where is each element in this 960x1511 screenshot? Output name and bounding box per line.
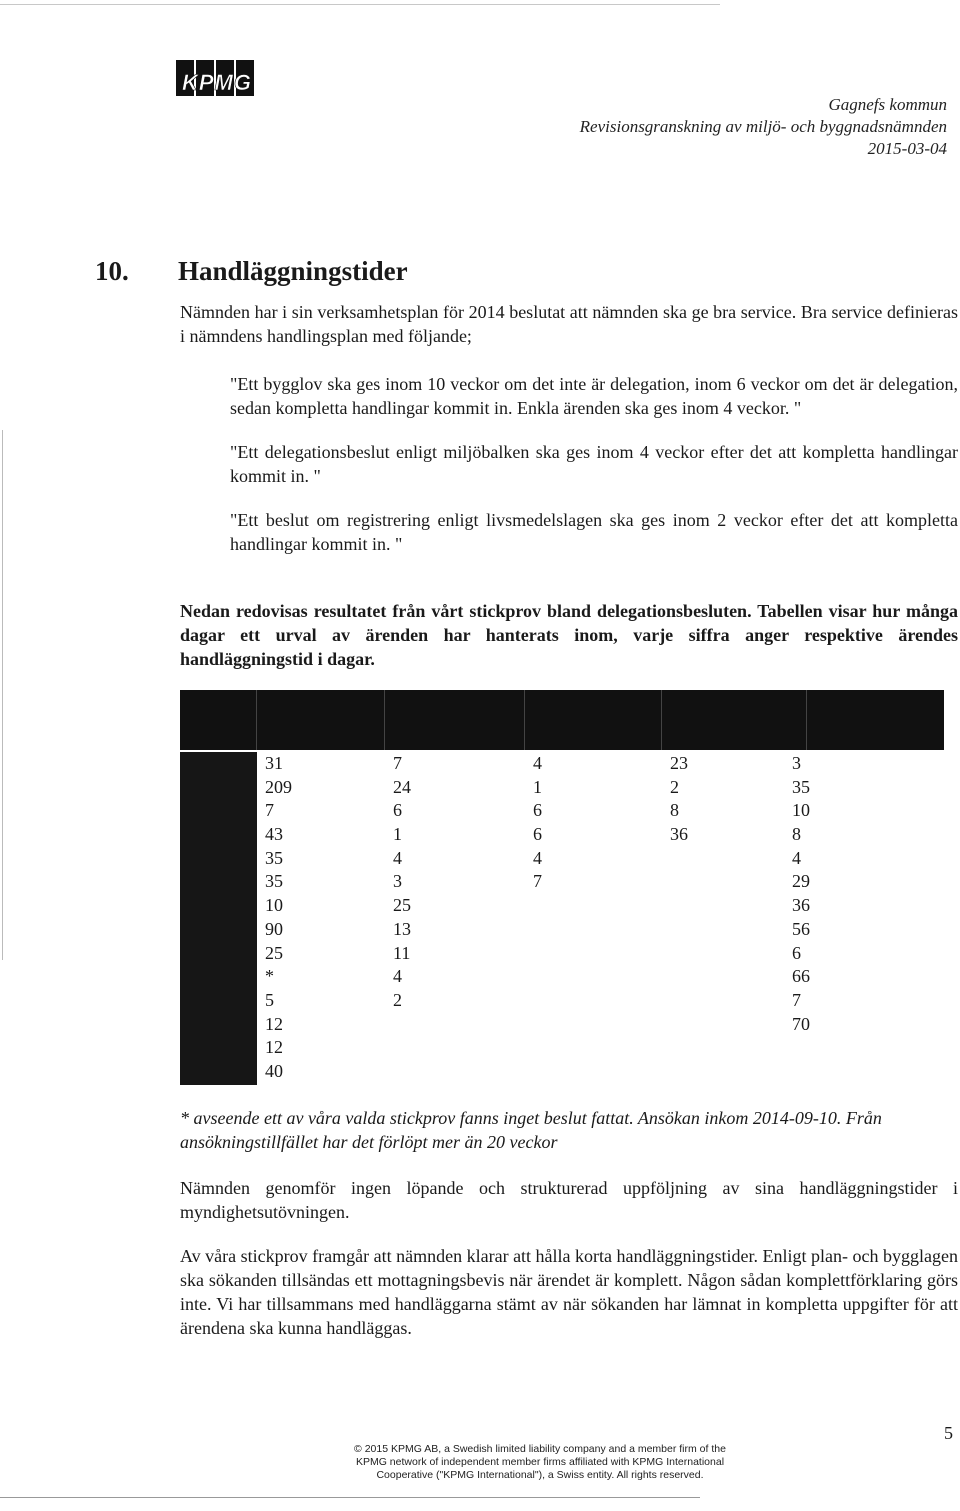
table-cell: 13 — [393, 918, 411, 939]
quote-livsmedel: "Ett beslut om registrering enligt livsmedelslagen ska ges inom 2 veckor efter det att kompletta handlingar kommit in. " — [230, 510, 958, 554]
table-row — [265, 989, 872, 1013]
table-cell: 3 — [792, 753, 801, 773]
table-cell: 12 — [265, 1013, 283, 1034]
scan-margin-line — [2, 430, 3, 960]
table-cell: 31 — [265, 753, 283, 773]
table-cell — [533, 965, 670, 989]
footer-line: Cooperative ("KPMG International"), a Swiss entity. All rights reserved. — [376, 1469, 704, 1481]
section-heading — [95, 256, 408, 287]
table-cell — [670, 942, 792, 966]
table-header-cell — [385, 690, 525, 750]
table-cell: 36 — [670, 824, 688, 845]
table-cell — [792, 1036, 872, 1060]
table-cell — [533, 918, 670, 942]
table-cell: 43 — [265, 824, 283, 845]
table-cell: 7 — [792, 989, 801, 1010]
page-number: 5 — [944, 1423, 953, 1443]
table-cell: 90 — [265, 918, 283, 939]
table-cell — [393, 1036, 533, 1060]
table-cell — [670, 918, 792, 942]
table-row — [265, 1060, 872, 1084]
section-number: 10. — [95, 256, 129, 286]
table-cell: 66 — [792, 966, 810, 987]
table-cell: 35 — [265, 847, 283, 868]
table-cell: 5 — [265, 989, 274, 1010]
table-cell — [670, 870, 792, 894]
intro-paragraph: Nämnden har i sin verksamhetsplan för 2014 beslutat att nämnden ska ge bra service. Bra service definieras i nämndens handlingsplan med följande; — [180, 302, 958, 346]
table-cell: 1 — [533, 776, 542, 797]
table-header-cell — [257, 690, 385, 750]
table-row — [265, 870, 872, 894]
table-cell — [670, 847, 792, 871]
table-cell: 209 — [265, 776, 292, 797]
table-cell: 25 — [265, 942, 283, 963]
table-header-cell — [180, 690, 257, 750]
table-row-header-column — [180, 752, 257, 1085]
table-cell: 4 — [533, 847, 542, 868]
table-cell — [670, 1013, 792, 1037]
table-cell — [533, 1036, 670, 1060]
table-row — [265, 847, 872, 871]
table-cell: 7 — [533, 871, 542, 892]
report-date: 2015-03-04 — [867, 139, 947, 158]
table-header-cell — [807, 690, 944, 750]
table-cell: 70 — [792, 1013, 810, 1034]
table-row — [265, 752, 872, 776]
table-row — [265, 799, 872, 823]
table-cell: 12 — [265, 1037, 283, 1058]
table-cell: 6 — [393, 800, 402, 821]
table-cell — [670, 989, 792, 1013]
header-meta — [580, 94, 947, 160]
table-cell: 4 — [393, 847, 402, 868]
summary-paragraph: Nedan redovisas resultatet från vårt stickprov bland delegationsbesluten. Tabellen visar hur många dagar ett urval av ärenden har hanterats inom, varje siffra anger respektive ärendes handläggningstid i dagar. — [180, 601, 958, 669]
table-cell — [533, 989, 670, 1013]
quote-bygglov: "Ett bygglov ska ges inom 10 veckor om det inte är delegation, inom 6 veckor om det är delegation, sedan kompletta handlingar kommit in. Enkla ärenden ska ges inom 4 veckor. " — [230, 374, 958, 418]
table-row — [265, 965, 872, 989]
table-cell: 6 — [792, 942, 801, 963]
table-cell: 29 — [792, 871, 810, 892]
table-cell — [393, 1060, 533, 1084]
table-cell: 35 — [265, 871, 283, 892]
table-cell — [792, 1060, 872, 1084]
table-cell: 2 — [670, 776, 679, 797]
table-header-cell — [525, 690, 662, 750]
quote-miljobalken: "Ett delegationsbeslut enligt miljöbalken ska ges inom 4 veckor efter det att kompletta handlingar kommit in. " — [230, 442, 958, 486]
footer-copyright — [330, 1443, 750, 1482]
table-cell — [670, 1060, 792, 1084]
table-cell: 23 — [670, 753, 688, 773]
table-cell: 40 — [265, 1060, 283, 1081]
table-cell: 4 — [393, 966, 402, 987]
table-cell: 6 — [533, 824, 542, 845]
table-row — [265, 894, 872, 918]
table-cell: 36 — [792, 895, 810, 916]
table-row — [265, 823, 872, 847]
table-cell — [670, 894, 792, 918]
footer-line: © 2015 KPMG AB, a Swedish limited liability company and a member firm of the — [354, 1443, 726, 1455]
table-cell — [533, 1060, 670, 1084]
organization-name: Gagnefs kommun — [828, 95, 947, 114]
section-title: Handläggningstider — [178, 256, 408, 286]
table-cell: 3 — [393, 871, 402, 892]
table-cell: 24 — [393, 776, 411, 797]
report-subtitle: Revisionsgranskning av miljö- och byggnadsnämnden — [579, 117, 947, 136]
table-cell: 35 — [792, 776, 810, 797]
table-row — [265, 776, 872, 800]
logo-text: KPMG — [182, 70, 252, 95]
table-cell — [393, 1013, 533, 1037]
table-row — [265, 1013, 872, 1037]
table-cell: 4 — [533, 753, 542, 773]
top-rule — [0, 4, 720, 5]
table-cell: 7 — [393, 753, 402, 773]
table-cell: 56 — [792, 918, 810, 939]
table-cell: 1 — [393, 824, 402, 845]
table-cell — [533, 942, 670, 966]
table-cell: 8 — [792, 824, 801, 845]
table-row — [265, 1036, 872, 1060]
conclusion-paragraph: Av våra stickprov framgår att nämnden klarar att hålla korta handläggningstider. Enligt plan- och bygglagen ska sökanden tillsändas ett mottagningsbevis när ärendet är komplett. Någon sådan komplettförklaring görs inte. Vi har tillsammans med handläggarna stämt av när sökanden har lämnat in kompletta uppgifter för att ärendena ska kunna handläggas. — [180, 1246, 958, 1338]
table-cell: * — [265, 966, 274, 987]
table-footnote: * avseende ett av våra valda stickprov fanns inget beslut fattat. Ansökan inkom 2014-09-10. Från ansökningstillfället har det förlöpt mer än 20 veckor — [180, 1108, 882, 1152]
table-cell: 11 — [393, 942, 411, 963]
table-row — [265, 918, 872, 942]
table-cell: 10 — [792, 800, 810, 821]
footer-line: KPMG network of independent member firms affiliated with KPMG International — [355, 1456, 725, 1468]
bottom-rule — [0, 1497, 700, 1498]
table-cell — [670, 1036, 792, 1060]
table-cell: 2 — [393, 989, 402, 1010]
table-cell: 6 — [533, 800, 542, 821]
table-cell: 4 — [792, 847, 801, 868]
table-cell: 7 — [265, 800, 274, 821]
table-cell — [670, 965, 792, 989]
table-cell: 10 — [265, 895, 283, 916]
handlaggningstid-table — [265, 752, 872, 1084]
table-cell: 25 — [393, 895, 411, 916]
table-cell: 8 — [670, 800, 679, 821]
followup-paragraph: Nämnden genomför ingen löpande och strukturerad uppföljning av sina handläggningstider i myndighetsutövningen. — [180, 1178, 958, 1222]
table-cell — [533, 1013, 670, 1037]
table-header — [180, 690, 944, 750]
table-row — [265, 942, 872, 966]
table-cell — [533, 894, 670, 918]
table-header-cell — [662, 690, 807, 750]
